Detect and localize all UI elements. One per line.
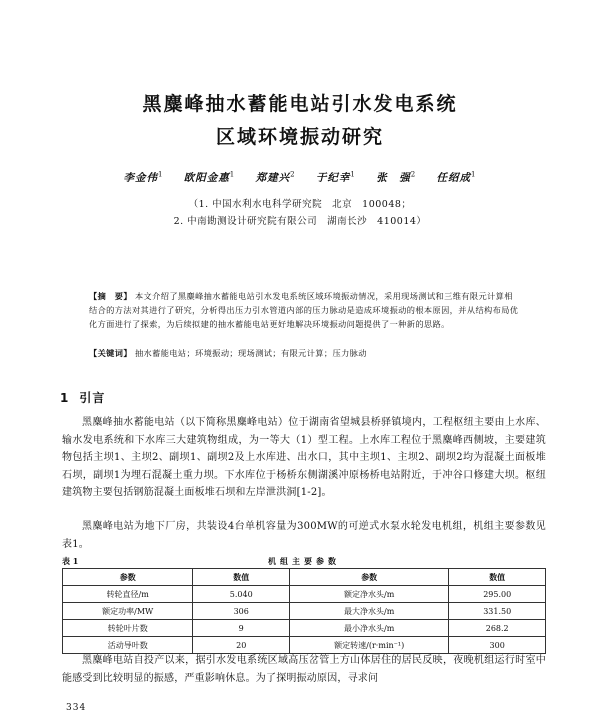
table-row — [63, 637, 546, 654]
table-header: 参数 — [290, 569, 449, 586]
table-row — [63, 586, 546, 603]
author-list — [0, 170, 600, 185]
page-number: 334 — [66, 703, 87, 713]
table-cell: 转轮叶片数 — [63, 620, 193, 637]
table-cell: 5.040 — [193, 586, 290, 603]
table-cell: 268.2 — [449, 620, 546, 637]
paper-title-line2: 区域环境振动研究 — [215, 126, 384, 148]
author: 于纪幸$^1$ — [315, 170, 356, 184]
paper-title-line1: 黑麋峰抽水蓄能电站引水发电系统 — [142, 93, 458, 115]
body-paragraph: 黑麋峰电站为地下厂房，共装设4台单机容量为300MW的可逆式水泵水轮发电机组，机组主要参数见表1。 — [62, 521, 546, 550]
abstract-text: 本文介绍了黑麋峰抽水蓄能电站引水发电系统区域环境振动情况，采用现场测试和三维有限元计算相结合的方法对其进行了研究，分析得出压力引水管道内部的压力脉动是造成环境振动的根本原因，并从结构布局优化方面进行了探索，为后续拟建的抽水蓄能电站更好地解决环境振动问题提供了一种新的思路。 — [89, 291, 519, 329]
table-cell: 活动导叶数 — [63, 637, 193, 654]
table-cell: 20 — [193, 637, 290, 654]
keywords — [89, 346, 519, 360]
table-header: 数值 — [193, 569, 290, 586]
table-cell: 额定功率/MW — [63, 603, 193, 620]
author: 任绍成$^1$ — [436, 170, 477, 184]
section-heading — [60, 389, 105, 406]
author: 李金伟$^1$ — [123, 170, 164, 184]
abstract — [89, 289, 519, 331]
body-paragraph: 黑麋峰电站自投产以来，据引水发电系统区域高压岔管上方山体居住的居民反映，夜晚机组运行时室中能感受到比较明显的振感，严重影响休息。为了探明振动原因，寻求问 — [62, 655, 546, 684]
table-cell: 最大净水头/m — [290, 603, 449, 620]
table-cell: 9 — [193, 620, 290, 637]
table-header: 参数 — [63, 569, 193, 586]
table-cell: 转轮直径/m — [63, 586, 193, 603]
keywords-label: 【关键词】 — [89, 348, 132, 358]
section-number: 1 — [60, 391, 70, 405]
table-title: 机组主要参数 — [268, 556, 340, 566]
affiliation-line1: （1. 中国水利水电科学研究院 北京 100048； — [188, 199, 412, 210]
keywords-text: 抽水蓄能电站；环境振动；现场测试；有限元计算；压力脉动 — [134, 348, 367, 358]
table-row — [63, 603, 546, 620]
author: 张 强$^2$ — [376, 170, 417, 184]
body-paragraph: 黑麋峰抽水蓄能电站（以下简称黑麋峰电站）位于湖南省望城县桥驿镇境内，工程枢纽主要由上水库、输水发电系统和下水库三大建筑物组成，为一等大（1）型工程。上水库工程位于黑麋峰西侧坡，主要建筑物包括主坝1、主坝2、副坝1、副坝2及上水库进、出水口，其中主坝1、主坝2、副坝2均为混凝土面板堆石坝，副坝1为埋石混凝土重力坝。下水库位于杨桥东侧湖溪冲原杨桥电站附近，于冲谷口修建大坝。枢纽建筑物主要包括钢筋混凝土面板堆石坝和左岸泄洪洞[1-2]。 — [62, 417, 546, 498]
author: 郑建兴$^2$ — [255, 170, 296, 184]
abstract-label: 【摘 要】 — [89, 291, 132, 301]
table-cell: 最小净水头/m — [290, 620, 449, 637]
affiliation-line2: 2. 中南勘测设计研究院有限公司 湖南长沙 410014） — [173, 216, 427, 227]
table-header-row — [63, 569, 546, 586]
table-header: 数值 — [449, 569, 546, 586]
author: 欧阳金惠$^1$ — [183, 170, 236, 184]
parameters-table — [62, 568, 546, 654]
table-cell: 295.00 — [449, 586, 546, 603]
table-cell: 331.50 — [449, 603, 546, 620]
table-cell: 额定转速/(r·min⁻¹) — [290, 637, 449, 654]
table-cell: 300 — [449, 637, 546, 654]
section-title: 引言 — [79, 391, 106, 405]
table-cell: 额定净水头/m — [290, 586, 449, 603]
table-row — [63, 620, 546, 637]
table-number: 表 1 — [62, 556, 79, 566]
table-cell: 306 — [193, 603, 290, 620]
